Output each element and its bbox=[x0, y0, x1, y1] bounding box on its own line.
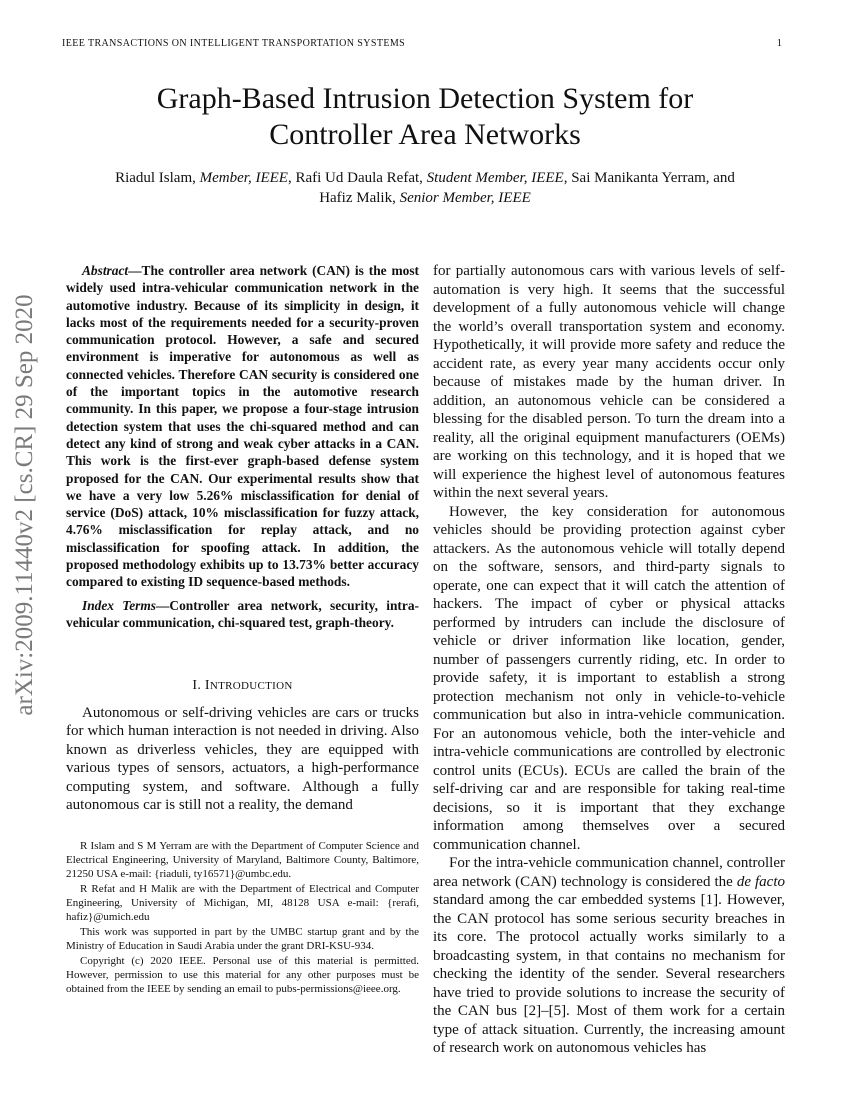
footnote-funding: This work was supported in part by the UMBC startup grant and by the Ministry of Education in Saudi Arabia under the grant DRI-KSU-934. bbox=[66, 926, 419, 952]
author-list bbox=[62, 168, 788, 208]
page-number: 1 bbox=[776, 38, 782, 49]
intro-paragraph: Autonomous or self-driving vehicles are cars or trucks for which human interaction is not needed in driving. Also known as driverless vehicles, they are equipped with various types of sensors, actuators, a high-performance computing system, and software. Although a fully autonomous car is still not a reality, the demand bbox=[66, 704, 419, 814]
footnotes bbox=[66, 838, 419, 996]
author-2: , Rafi Ud Daula Refat, bbox=[287, 170, 427, 186]
index-terms bbox=[66, 597, 419, 632]
running-head: IEEE TRANSACTIONS ON INTELLIGENT TRANSPORTATION SYSTEMS bbox=[62, 38, 406, 49]
body-paragraph-2: However, the key consideration for autonomous vehicles should be providing protection against cyber attackers. As the autonomous vehicle will totally depend on the software, sensors, and third-party signals to operate, one can expect that it will catch the attention of hackers. The impact of cyber or physical attacks performed by intruders can include the disclosure of vehicle or driver information like location, gender, number of passengers currently riding, etc. In order to provide safety, it is important to establish a strong protection mechanism not only in vehicle-to-vehicle communication but also in intra-vehicle communication. For an autonomous vehicle, both the inter-vehicle and intra-vehicle communications are controlled by electronic control units (ECUs). ECUs are called the brain of the self-driving car and are responsible for taking real-time decisions, so it is important that they exchange information among themselves over a secured communication channel. bbox=[433, 503, 785, 853]
author-1: Riadul Islam, bbox=[115, 170, 200, 186]
author-3: , Sai Manikanta Yerram, and bbox=[563, 170, 735, 186]
section-numeral: I. bbox=[192, 678, 205, 694]
body-paragraph-1: for partially autonomous cars with various levels of self-automation is very high. It seems that the successful development of a fully autonomous vehicle will change the world’s overall transportation system and economy. Hypothetically, it will provide more safety and reduce the accident rate, as every year many accidents occur only because of mistakes made by the human driver. In addition, an autonomous vehicle can be considered a blessing for the disabled person. To turn the dream into a reality, all the original equipment manufacturers (OEMs) are working on this technology, and it is hoped that we will experience the highest level of autonomous features within the next several years. bbox=[433, 263, 785, 501]
abstract-lead: Abstract bbox=[82, 263, 129, 278]
section-rest: NTRODUCTION bbox=[209, 680, 293, 693]
abstract-text: —The controller area network (CAN) is the most widely used intra-vehicular communication network in the automotive industry. Because of its simplicity in design, it lacks most of the requirements needed for a security-proven communication protocol. However, a safe and secured environment is imperative for autonomous as well as connected vehicles. Therefore CAN security is considered one of the important topics in the automotive research community. In this paper, we propose a four-stage intrusion detection system that uses the chi-squared method and can detect any kind of strong and weak cyber attacks in a CAN. This work is the first-ever graph-based defense system proposed for the CAN. Our experimental results show that we have a very low 5.26% misclassification for denial of service (DoS) attack, 10% misclassification for fuzzy attack, 4.76% misclassification for replay attack, and no misclassification for spoofing attack. In addition, the proposed methodology exhibits up to 13.73% better accuracy compared to existing ID sequence-based methods. bbox=[66, 263, 419, 590]
footnote-affiliation-1: R Islam and S M Yerram are with the Department of Computer Science and Electrical Engineering, University of Maryland, Baltimore County, Baltimore, 21250 USA e-mail: {riaduli, ty16571}@umbc.edu. bbox=[66, 840, 419, 880]
author-2-role: Student Member, IEEE bbox=[426, 170, 564, 186]
section-heading-introduction bbox=[66, 677, 419, 696]
body-paragraph-3-b: standard among the car embedded systems [1]. However, the CAN protocol has some serious security breaches in its core. The protocol actually works similarly to a broadcasting system, in that contains no mechanism for checking the identity of the sender. Several researchers have tried to provide solutions to increase the security of the CAN bus [2]–[5]. Most of them work for a certain type of attack situation. Currently, the increasing amount of research work on autonomous vehicles has bbox=[433, 892, 785, 1056]
index-terms-text: —Controller area network, security, intra-vehicular communication, chi-squared test, graph-theory. bbox=[66, 597, 419, 630]
arxiv-stamp-text: arXiv:2009.11440v2 [cs.CR] 29 Sep 2020 bbox=[11, 294, 38, 716]
author-1-role: Member, IEEE bbox=[199, 170, 288, 186]
title-line-1: Graph-Based Intrusion Detection System for bbox=[156, 82, 694, 115]
arxiv-stamp bbox=[9, 295, 41, 715]
footnote-affiliation-2: R Refat and H Malik are with the Department of Electrical and Computer Engineering, University of Michigan, MI, 48128 USA e-mail: {rerafi, hafiz}@umich.edu bbox=[66, 883, 419, 923]
body-paragraph-3-a: For the intra-vehicle communication channel, controller area network (CAN) technology is considered the bbox=[433, 855, 785, 890]
abstract bbox=[66, 262, 419, 591]
paper-title bbox=[0, 81, 850, 153]
author-4-role: Senior Member, IEEE bbox=[399, 190, 531, 206]
author-4: Hafiz Malik, bbox=[319, 190, 400, 206]
footnote-copyright: Copyright (c) 2020 IEEE. Personal use of this material is permitted. However, permission to use this material for any other purposes must be obtained from the IEEE by sending an email to pubs-permissions@ieee.org. bbox=[66, 955, 419, 995]
index-terms-lead: Index Terms bbox=[82, 597, 157, 613]
right-column bbox=[433, 262, 785, 1058]
body-paragraph-3 bbox=[433, 854, 785, 1058]
title-line-2: Controller Area Networks bbox=[269, 118, 581, 151]
left-column bbox=[66, 262, 419, 815]
body-paragraph-3-italic: de facto bbox=[736, 873, 785, 890]
section-first-letter: I bbox=[204, 678, 210, 694]
